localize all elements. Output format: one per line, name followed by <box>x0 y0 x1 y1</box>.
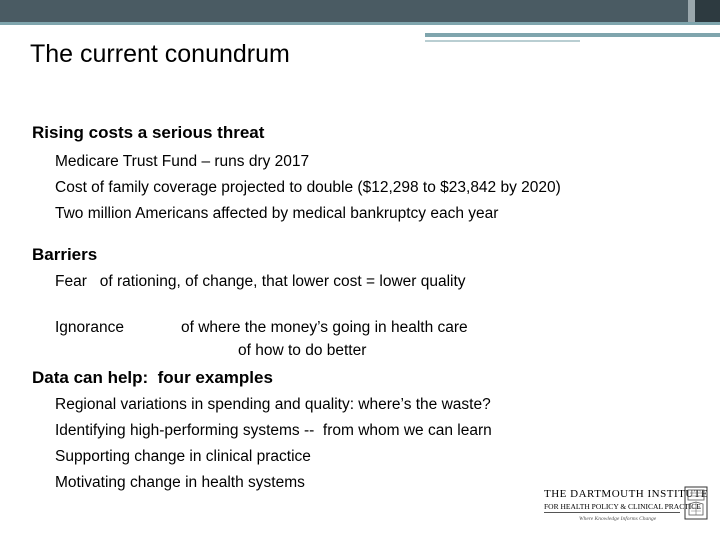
title-accent-line-thin <box>425 40 580 42</box>
bullet-medical-bankruptcy: Two million Americans affected by medical bankruptcy each year <box>55 205 499 222</box>
bullet-ignorance-how: of how to do better <box>238 342 367 359</box>
bullet-regional-variations: Regional variations in spending and quality: where’s the waste? <box>55 396 491 413</box>
bullet-cost-family-coverage: Cost of family coverage projected to double ($12,298 to $23,842 by 2020) <box>55 179 561 196</box>
top-bar-tab <box>688 0 695 22</box>
slide-top-bar <box>0 0 720 22</box>
bullet-high-performing-systems: Identifying high-performing systems -- from whom we can learn <box>55 422 492 439</box>
bullet-medicare-trust-fund: Medicare Trust Fund – runs dry 2017 <box>55 153 310 170</box>
top-bar-accent-stripe <box>0 22 720 25</box>
section-heading-data-can-help: Data can help: four examples <box>32 368 273 387</box>
dartmouth-institute-logo <box>544 484 712 530</box>
title-accent-line <box>425 33 720 37</box>
top-bar-dark-block <box>695 0 720 22</box>
logo-line-1: THE DARTMOUTH INSTITUTE <box>544 488 709 500</box>
bullet-ignorance-money: of where the money’s going in health care <box>181 319 468 336</box>
bullet-clinical-practice: Supporting change in clinical practice <box>55 448 311 465</box>
bullet-ignorance: Ignorance <box>55 319 124 336</box>
logo-tagline: Where Knowledge Informs Change <box>579 516 657 522</box>
dartmouth-seal-icon <box>684 486 708 520</box>
slide-title: The current conundrum <box>30 40 290 68</box>
section-heading-rising-costs: Rising costs a serious threat <box>32 123 265 142</box>
section-heading-barriers: Barriers <box>32 245 98 264</box>
logo-line-2: FOR HEALTH POLICY & CLINICAL PRACTICE <box>544 502 701 511</box>
bullet-health-systems: Motivating change in health systems <box>55 474 305 491</box>
logo-rule <box>544 512 680 513</box>
bullet-fear: Fear of rationing, of change, that lower cost = lower quality <box>55 273 466 290</box>
